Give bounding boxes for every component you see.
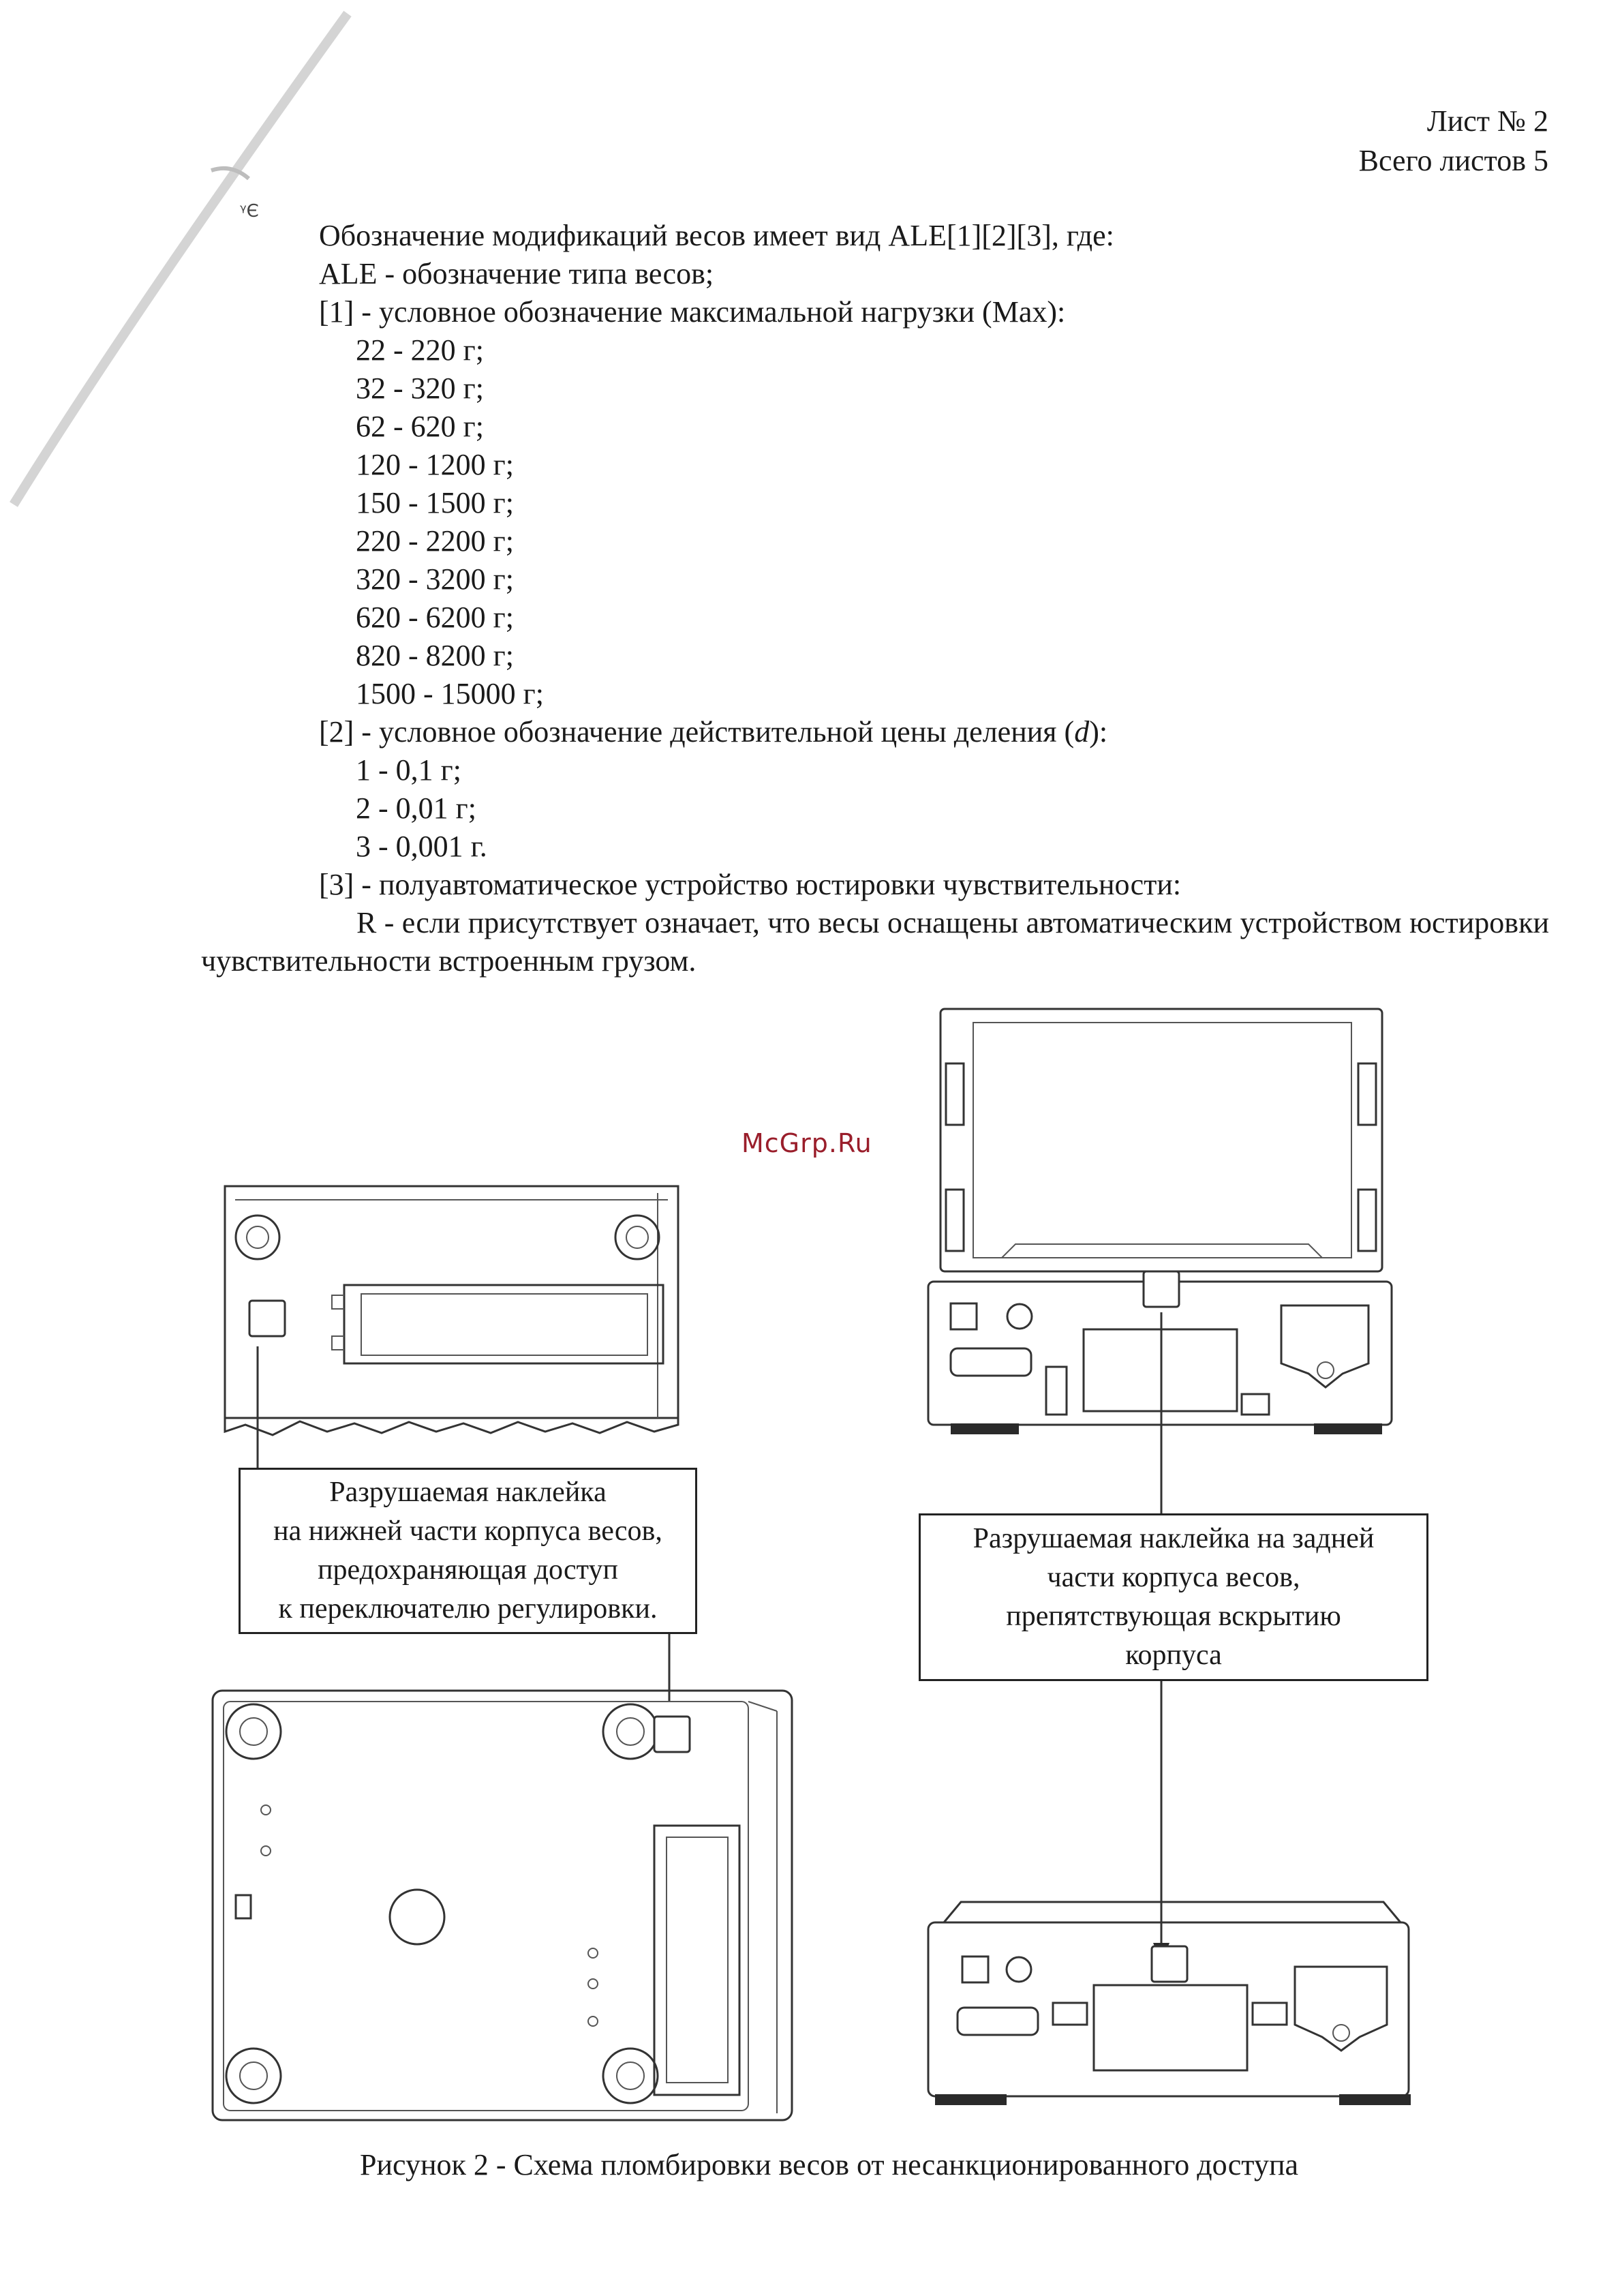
list-item: 320 - 3200 г; [356, 562, 514, 596]
scale-rear-closed [928, 1902, 1411, 2105]
param2-title [319, 713, 1107, 751]
list-item: 120 - 1200 г; [356, 448, 514, 481]
list-item: 220 - 2200 г; [356, 524, 514, 558]
list-item: 620 - 6200 г; [356, 601, 514, 634]
type-line: ALE - обозначение типа весов; [319, 257, 714, 290]
label-line: предохраняющая доступ [318, 1554, 618, 1586]
svg-text:ᵞЄ: ᵞЄ [240, 201, 259, 222]
label-line: Разрушаемая наклейка [329, 1477, 607, 1508]
list-item: 1500 - 15000 г; [356, 677, 544, 710]
scale-bottom-view [213, 1691, 792, 2120]
label-line: Разрушаемая наклейка на задней [973, 1523, 1375, 1554]
scale-rear-lid-open [928, 1009, 1392, 1434]
list-item: 22 - 220 г; [356, 333, 484, 367]
label-line: части корпуса весов, [1047, 1562, 1300, 1593]
watermark: McGrp.Ru [741, 1128, 872, 1158]
total-sheets: Всего листов 5 [1358, 144, 1548, 177]
param3-description: R - если присутствует означает, что весы оснащены автоматическим устройством юстировки чувствительности встроенным грузом. [201, 906, 1549, 978]
label-line: препятствующая вскрытию [1006, 1601, 1341, 1632]
label-line: на нижней части корпуса весов, [273, 1515, 662, 1547]
list-item: 1 - 0,1 г; [356, 753, 461, 787]
list-item: 150 - 1500 г; [356, 486, 514, 519]
param2-title-before: [2] - условное обозначение действительной цены деления ( [319, 715, 1075, 749]
list-item: 2 - 0,01 г; [356, 791, 476, 825]
list-item: 820 - 8200 г; [356, 639, 514, 672]
list-item: 62 - 620 г; [356, 410, 484, 443]
scale-bottom-fragment [225, 1186, 678, 1435]
list-item: 32 - 320 г; [356, 372, 484, 405]
figure-caption: Рисунок 2 - Схема пломбировки весов от несанкционированного доступа [360, 2148, 1299, 2181]
label-line: к переключателю регулировки. [278, 1593, 658, 1625]
bottom-sticker-label [239, 1468, 697, 1634]
param1-title: [1] - условное обозначение максимальной нагрузки (Max): [319, 295, 1066, 329]
param3-title: [3] - полуавтоматическое устройство юстировки чувствительности: [319, 868, 1182, 901]
param2-title-symbol: d [1074, 715, 1090, 749]
param2-title-after: ): [1089, 715, 1108, 749]
label-line: корпуса [1125, 1640, 1222, 1671]
list-item: 3 - 0,001 г. [356, 830, 487, 863]
sheet-number: Лист № 2 [1426, 104, 1548, 138]
intro-line: Обозначение модификаций весов имеет вид ALE[1][2][3], где: [319, 219, 1114, 252]
rear-sticker-label [919, 1513, 1428, 1681]
